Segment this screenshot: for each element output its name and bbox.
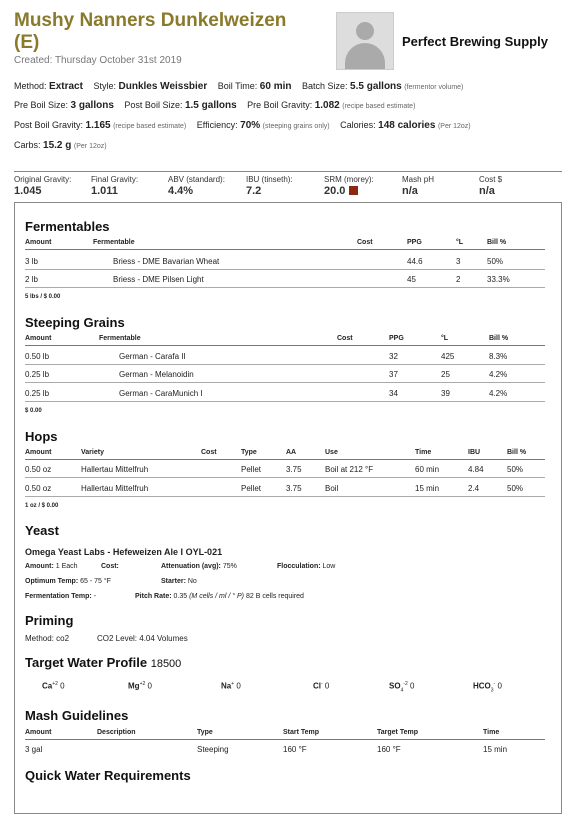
stat-abv: ABV (standard): 4.4% xyxy=(168,175,225,197)
table-row-cell: Briess - DME Pilsen Light xyxy=(113,275,204,284)
yeast-attenuation: Attenuation (avg): 75% xyxy=(161,563,237,570)
hops-total: 1 oz / $ 0.00 xyxy=(25,503,59,509)
table-row-cell: Pellet xyxy=(241,465,262,474)
ferm-header-ppg: PPG xyxy=(407,239,422,246)
table-row-cell: 39 xyxy=(441,389,450,398)
fermentables-total: 5 lbs / $ 0.00 xyxy=(25,294,61,300)
meta-row-3: Post Boil Gravity: 1.165 (recipe based estimate) Efficiency: 70% (steeping grains only) Calories: 148 calories (Per 12oz) xyxy=(14,120,471,131)
mash-header-start-temp: Start Temp xyxy=(283,729,320,736)
table-row-cell: 34 xyxy=(389,389,398,398)
table-row-cell: Boil at 212 °F xyxy=(325,465,374,474)
water-ion-ca: $Ca^{+2}$ 0 xyxy=(42,681,65,691)
table-row-cell: 15 min xyxy=(483,745,508,754)
steep-header-bill: Bill % xyxy=(489,335,509,342)
table-row-cell: 2 lb xyxy=(25,275,38,284)
table-row-cell: 3.75 xyxy=(286,465,302,474)
steeping-heading: Steeping Grains xyxy=(25,315,125,330)
water-ion-so4: $SO_4^{-2}$ 0 xyxy=(389,681,415,694)
mash-header-amount: Amount xyxy=(25,729,52,736)
table-row-cell: 4.84 xyxy=(468,465,484,474)
table-row-cell: 32 xyxy=(389,352,398,361)
mash-header-description: Description xyxy=(97,729,136,736)
table-row-cell: Steeping xyxy=(197,745,229,754)
stat-mash-ph: Mash pH n/a xyxy=(402,175,435,197)
table-row-cell: 60 min xyxy=(415,465,440,474)
steep-header-ppg: PPG xyxy=(389,335,404,342)
recipe-title xyxy=(14,10,314,54)
yeast-name: Omega Yeast Labs - Hefeweizen Ale I OYL-021 xyxy=(25,547,223,557)
stats-bar xyxy=(14,171,562,197)
water-ion-cl: Cl- 0 xyxy=(313,681,330,691)
table-row-cell: 3 xyxy=(456,257,461,266)
table-row-cell: German - CaraMunich I xyxy=(119,389,203,398)
table-row-cell: 50% xyxy=(487,257,504,266)
yeast-cost: Cost: xyxy=(101,563,119,570)
table-row-cell: 25 xyxy=(441,370,450,379)
ferm-header-lovibond: °L xyxy=(456,239,464,246)
table-row-cell: German - Carafa II xyxy=(119,352,186,361)
table-row-cell: Hallertau Mittelfruh xyxy=(81,465,149,474)
ferm-header-bill: Bill % xyxy=(487,239,507,246)
yeast-fermentation-temp: Fermentation Temp: - xyxy=(25,593,97,600)
yeast-pitch-rate: Pitch Rate: 0.35 (M cells / ml / ° P) 82 B cells required xyxy=(135,593,304,600)
steep-header-lovibond: °L xyxy=(441,335,449,342)
priming-method: Method: co2 xyxy=(25,634,70,643)
table-row-cell: 0.50 lb xyxy=(25,352,50,361)
recipe-panel xyxy=(14,202,562,814)
srm-color-swatch xyxy=(349,186,358,195)
table-row-cell: 425 xyxy=(441,352,455,361)
table-row-cell: 160 °F xyxy=(283,745,307,754)
meta-row-1: Method: Extract Style: Dunkles Weissbier Boil Time: 60 min Batch Size: 5.5 gallons (fermentor volume) xyxy=(14,81,464,92)
table-row-cell: 3 lb xyxy=(25,257,38,266)
yeast-amount: Amount: 1 Each xyxy=(25,563,78,570)
table-row-cell: 37 xyxy=(389,370,398,379)
table-row-cell: 33.3% xyxy=(487,275,510,284)
recipe-title-line2: (E) xyxy=(14,32,40,53)
hops-header-time: Time xyxy=(415,449,432,456)
hops-header-amount: Amount xyxy=(25,449,52,456)
hops-header-use: Use xyxy=(325,449,338,456)
ferm-header-cost: Cost xyxy=(357,239,373,246)
hops-header-ibu: IBU xyxy=(468,449,481,456)
mash-header-type: Type xyxy=(197,729,213,736)
mash-header-time: Time xyxy=(483,729,500,736)
table-row-cell: 4.2% xyxy=(489,370,508,379)
table-row-cell: 2 xyxy=(456,275,461,284)
priming-co2-level: CO2 Level: 4.04 Volumes xyxy=(97,634,188,643)
stat-og: Original Gravity: 1.045 xyxy=(14,175,72,197)
hops-header-bill: Bill % xyxy=(507,449,527,456)
table-row-cell: 50% xyxy=(507,465,524,474)
table-row-cell: 160 °F xyxy=(377,745,401,754)
table-row-cell: 45 xyxy=(407,275,416,284)
brand-name: Perfect Brewing Supply xyxy=(402,34,548,49)
table-row-cell: 8.3% xyxy=(489,352,508,361)
table-row-cell: 3 gal xyxy=(25,745,43,754)
meta-row-2: Pre Boil Size: 3 gallons Post Boil Size: 1.5 gallons Pre Boil Gravity: 1.082 (recipe based estimate) xyxy=(14,100,416,111)
table-row-cell: 3.75 xyxy=(286,484,302,493)
ferm-header-fermentable: Fermentable xyxy=(93,239,135,246)
table-row-cell: 15 min xyxy=(415,484,440,493)
ferm-header-amount: Amount xyxy=(25,239,52,246)
hops-header-aa: AA xyxy=(286,449,297,456)
stat-fg: Final Gravity: 1.011 xyxy=(91,175,139,197)
created-date: Created: Thursday October 31st 2019 xyxy=(14,55,182,66)
mash-heading: Mash Guidelines xyxy=(25,708,129,723)
water-heading: Target Water Profile 18500 xyxy=(25,655,182,670)
steeping-total: $ 0.00 xyxy=(25,408,42,414)
steep-header-cost: Cost xyxy=(337,335,353,342)
table-row-cell: Briess - DME Bavarian Wheat xyxy=(113,257,220,266)
table-row-cell: Boil xyxy=(325,484,339,493)
hops-header-cost: Cost xyxy=(201,449,217,456)
water-ion-na: Na+ 0 xyxy=(221,681,241,691)
stat-cost: Cost $ n/a xyxy=(479,175,503,197)
yeast-flocculation: Flocculation: Low xyxy=(277,563,336,570)
water-ion-mg: $Mg^{+2}$ 0 xyxy=(128,681,152,691)
priming-heading: Priming xyxy=(25,613,74,628)
mash-header-target-temp: Target Temp xyxy=(377,729,418,736)
table-row-cell: 2.4 xyxy=(468,484,480,493)
table-row-cell: 4.2% xyxy=(489,389,508,398)
fermentables-heading: Fermentables xyxy=(25,219,110,234)
quick-water-heading: Quick Water Requirements xyxy=(25,768,191,783)
steep-header-amount: Amount xyxy=(25,335,52,342)
water-ion-hco3: $HCO_3^-$ 0 xyxy=(473,681,502,694)
stat-srm: SRM (morey): 20.0 xyxy=(324,175,374,197)
table-row-cell: 0.50 oz xyxy=(25,465,52,474)
table-row-cell: 44.6 xyxy=(407,257,423,266)
yeast-starter: Starter: No xyxy=(161,578,197,585)
table-row-cell: 50% xyxy=(507,484,524,493)
yeast-heading: Yeast xyxy=(25,523,59,538)
meta-row-4: Carbs: 15.2 g (Per 12oz) xyxy=(14,140,107,151)
table-row-cell: German - Melanoidin xyxy=(119,370,194,379)
hops-header-variety: Variety xyxy=(81,449,104,456)
stat-ibu: IBU (tinseth): 7.2 xyxy=(246,175,293,197)
table-row-cell: 0.25 lb xyxy=(25,389,50,398)
yeast-optimum-temp: Optimum Temp: 65 - 75 °F xyxy=(25,578,111,585)
recipe-title-line1: Mushy Nanners Dunkelweizen xyxy=(14,10,287,31)
table-row-cell: Hallertau Mittelfruh xyxy=(81,484,149,493)
hops-header-type: Type xyxy=(241,449,257,456)
table-row-cell: Pellet xyxy=(241,484,262,493)
table-row-cell: 0.50 oz xyxy=(25,484,52,493)
steep-header-fermentable: Fermentable xyxy=(99,335,141,342)
hops-heading: Hops xyxy=(25,429,58,444)
avatar-placeholder-icon xyxy=(336,12,394,70)
table-row-cell: 0.25 lb xyxy=(25,370,50,379)
